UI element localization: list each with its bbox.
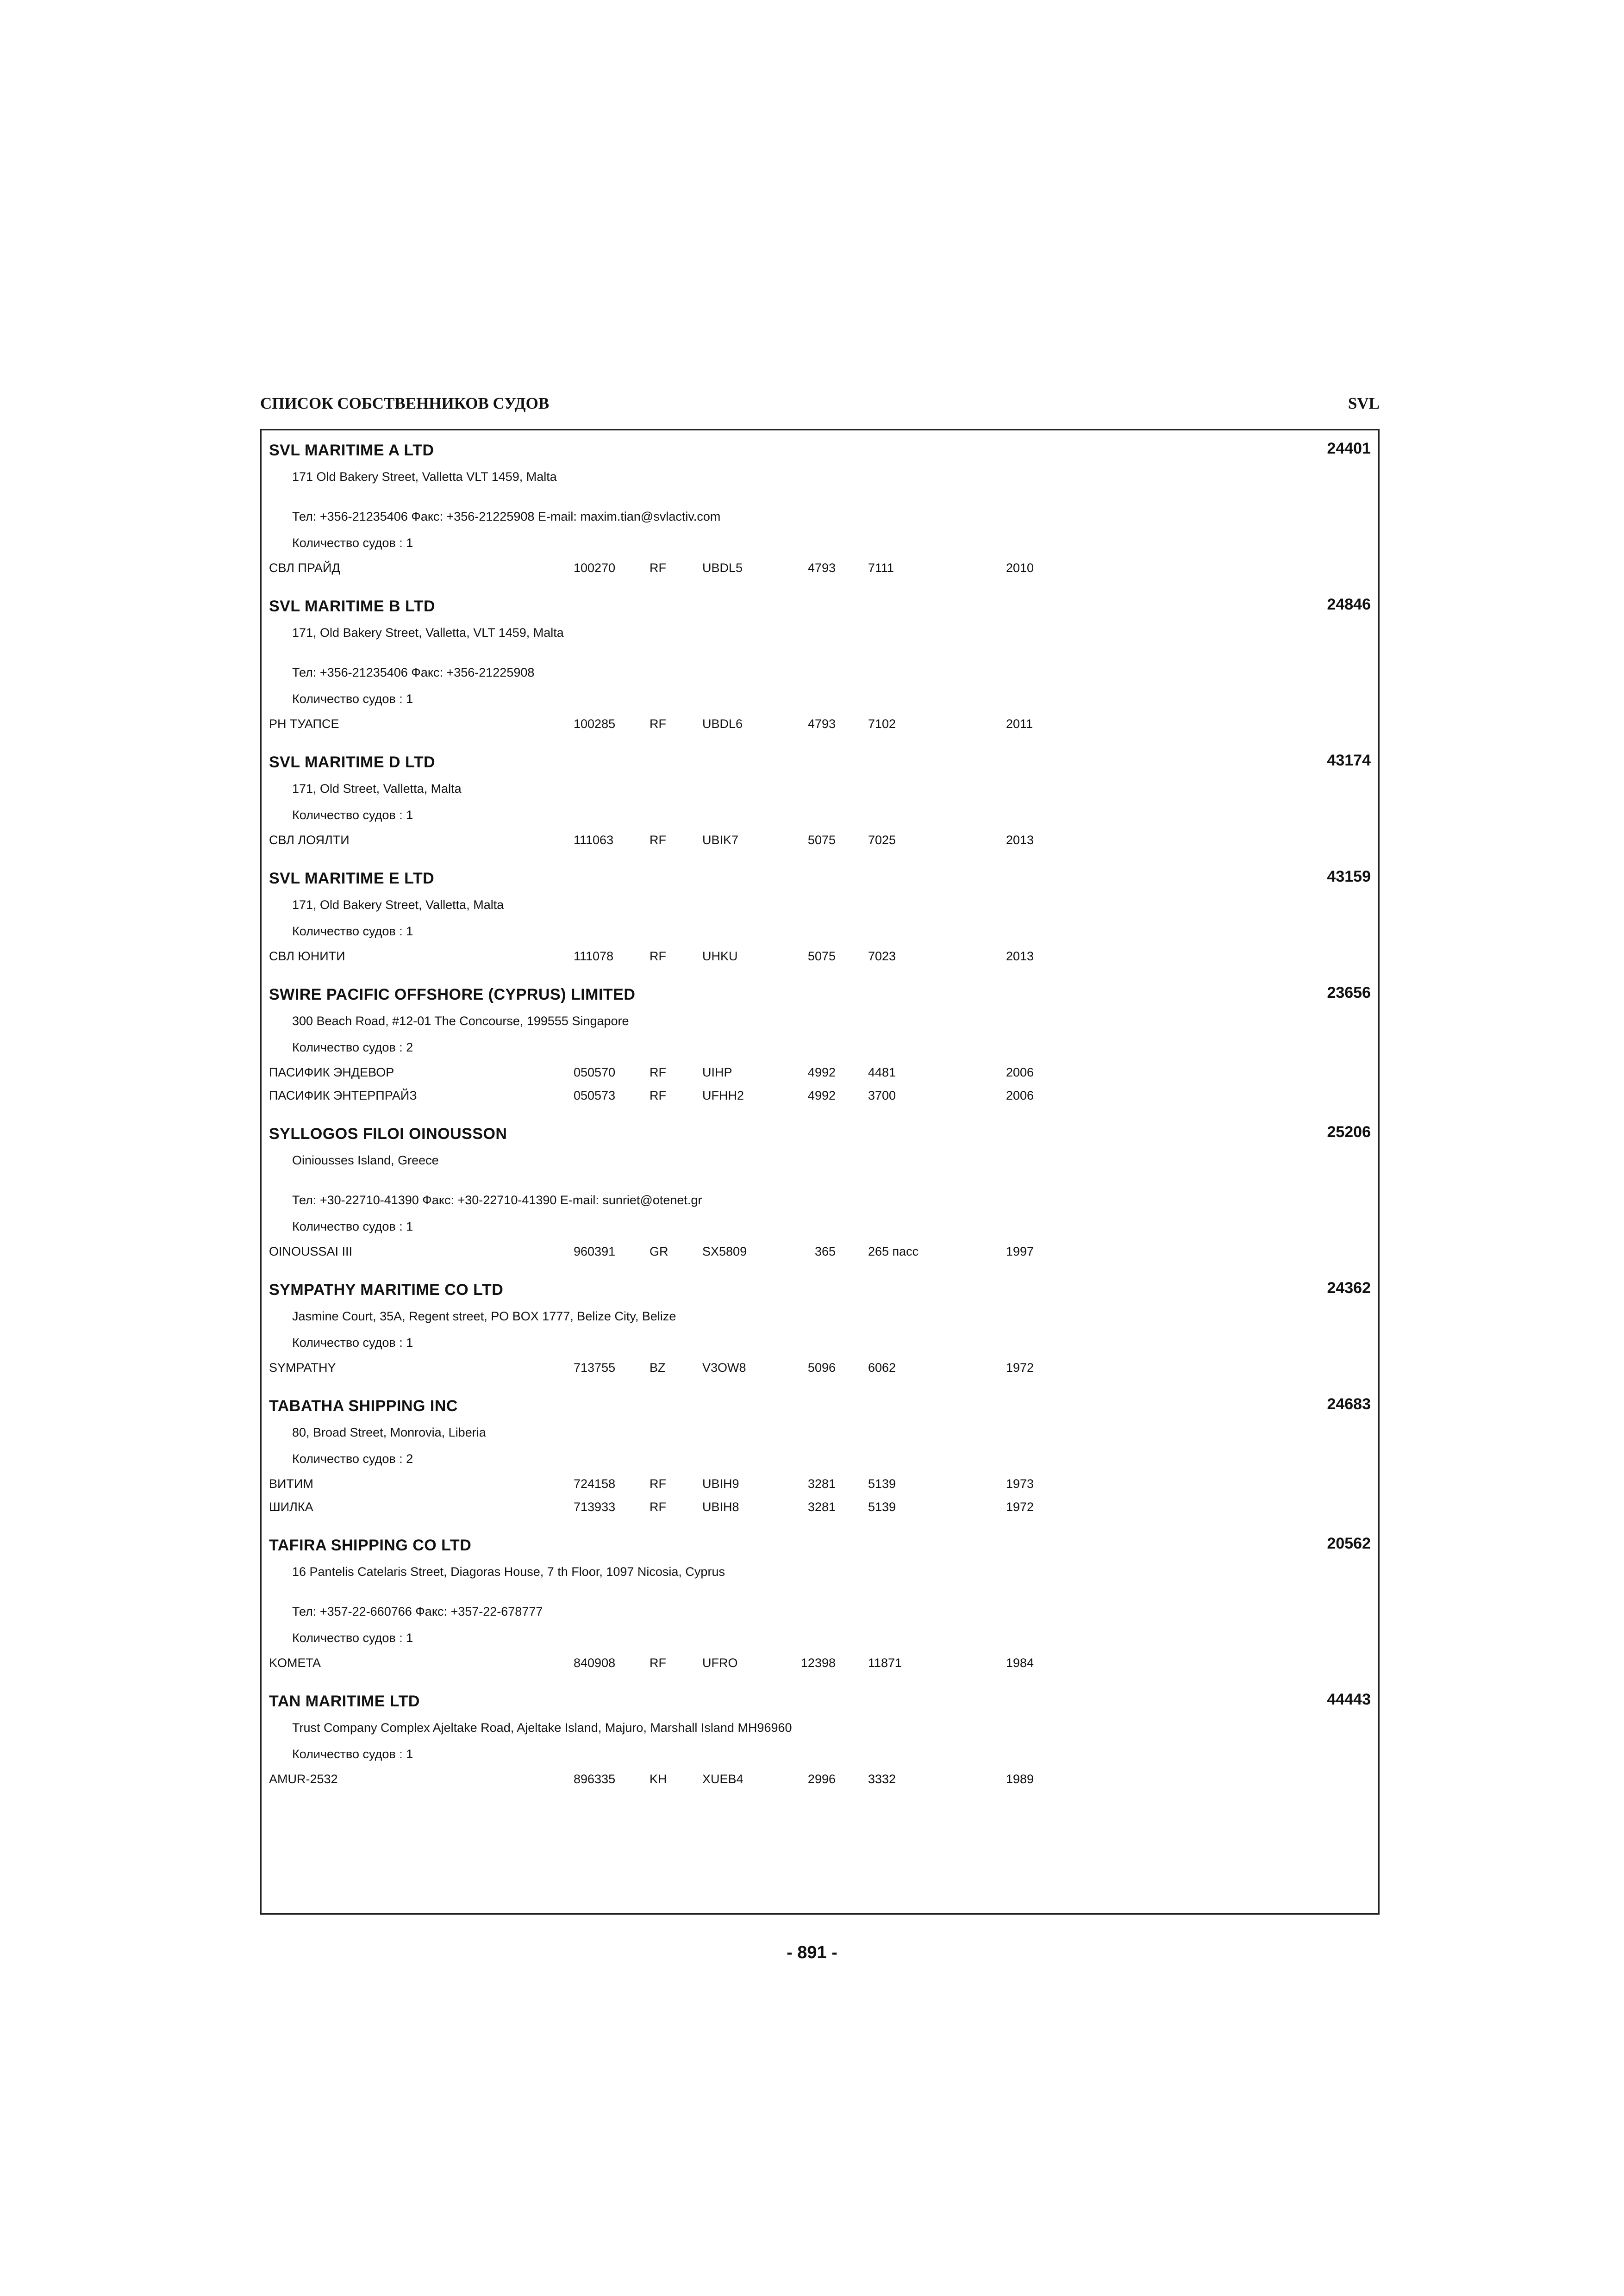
vessel-year: 1972 [1006,1361,1034,1375]
company-header [262,742,1378,771]
vessel-callsign: UFRO [702,1656,738,1670]
vessel-list [262,1055,1378,1105]
vessel-name: AMUR-2532 [269,1772,338,1786]
company-header [262,859,1378,887]
vessel-callsign: XUEB4 [702,1772,743,1786]
vessel-flag: RF [650,717,666,731]
company-name: SVL MARITIME B LTD [269,597,436,615]
vessel-list [262,1466,1378,1516]
vessel-dwt: 7111 [868,561,894,575]
company-header [262,430,1378,459]
vessel-count: Количество судов : 1 [292,692,413,706]
vessel-number: 111078 [574,949,614,963]
company-name: SVL MARITIME D LTD [269,753,436,771]
vessel-number: 050570 [574,1065,616,1079]
vessel-callsign: UFHH2 [702,1089,744,1102]
vessel-callsign: UBDL6 [702,717,743,731]
vessel-dwt: 11871 [868,1656,902,1670]
company-address: 171, Old Bakery Street, Valletta, Malta [292,898,504,912]
vessel-grt: 4793 [807,717,836,731]
vessel-dwt: 7023 [868,949,896,963]
page-title: СПИСОК СОБСТВЕННИКОВ СУДОВ [260,394,550,412]
vessel-row [262,1350,1378,1377]
company-entry [262,430,1378,586]
company-address: 300 Beach Road, #12-01 The Concourse, 199555 Singapore [292,1014,629,1028]
vessel-flag: RF [650,1656,666,1670]
company-id: 24362 [1327,1279,1371,1297]
company-name: SVL MARITIME A LTD [269,442,434,459]
vessel-number: 960391 [574,1244,616,1258]
vessel-name: ШИЛКА [269,1500,313,1514]
vessel-year: 2013 [1006,949,1034,963]
company-header [262,1386,1378,1415]
vessel-callsign: UHKU [702,949,738,963]
company-address: 171 Old Bakery Street, Valletta VLT 1459, Malta [292,470,557,484]
company-entry [262,1386,1378,1525]
vessel-row [262,1234,1378,1261]
vessel-number: 713755 [574,1361,616,1375]
vessel-year: 2011 [1006,717,1033,731]
vessel-grt: 12398 [800,1656,836,1670]
vessel-dwt: 7025 [868,833,896,847]
vessel-list [262,1645,1378,1672]
vessel-flag: RF [650,561,666,575]
vessel-number: 100270 [574,561,616,575]
vessel-callsign: UBIK7 [702,833,739,847]
company-contacts: Тел: +356-21235406 Факс: +356-21225908 E-mail: maxim.tian@svlactiv.com [292,510,721,523]
company-id: 44443 [1327,1691,1371,1708]
vessel-year: 2006 [1006,1089,1034,1102]
vessel-name: OINOUSSAI III [269,1244,353,1258]
vessel-dwt: 4481 [868,1065,896,1079]
company-header [262,586,1378,615]
vessel-row [262,550,1378,577]
vessel-flag: RF [650,949,666,963]
company-name: SWIRE PACIFIC OFFSHORE (CYPRUS) LIMITED [269,986,636,1003]
vessel-name: СВЛ ПРАЙД [269,561,340,575]
vessel-count: Количество судов : 1 [292,1336,413,1350]
vessel-flag: RF [650,833,666,847]
company-address: 171, Old Street, Valletta, Malta [292,782,462,796]
page-number: - 891 - [787,1943,837,1962]
vessel-name: СВЛ ЛОЯЛТИ [269,833,350,847]
company-name: TABATHA SHIPPING INC [269,1397,458,1415]
company-name: SVL MARITIME E LTD [269,870,435,887]
vessel-list [262,939,1378,965]
vessel-count: Количество судов : 1 [292,808,413,822]
company-entry [262,975,1378,1114]
vessel-list [262,1761,1378,1788]
vessel-row [262,1055,1378,1082]
company-list [262,430,1378,1798]
company-contacts: Тел: +357-22-660766 Факс: +357-22-678777 [292,1605,543,1618]
vessel-row [262,1082,1378,1105]
page-header [260,394,1380,417]
company-id: 24683 [1327,1395,1371,1413]
company-id: 43159 [1327,868,1371,885]
vessel-count: Количество судов : 1 [292,1220,413,1233]
company-header [262,1681,1378,1710]
vessel-list [262,1234,1378,1261]
vessel-name: ВИТИМ [269,1477,313,1491]
vessel-name: ПАСИФИК ЭНТЕРПРАЙЗ [269,1089,417,1102]
vessel-number: 111063 [574,833,614,847]
vessel-grt: 5075 [807,949,836,963]
company-id: 24401 [1327,440,1371,457]
vessel-flag: BZ [650,1361,666,1375]
vessel-row [262,706,1378,733]
vessel-year: 1973 [1006,1477,1034,1491]
vessel-grt: 4992 [807,1065,836,1079]
vessel-callsign: UBIH8 [702,1500,739,1514]
vessel-count: Количество судов : 1 [292,1747,413,1761]
vessel-grt: 365 [814,1244,836,1258]
vessel-count: Количество судов : 2 [292,1040,413,1054]
vessel-dwt: 265 пасс [868,1244,919,1258]
vessel-name: РН ТУАПСЕ [269,717,339,731]
vessel-flag: RF [650,1065,666,1079]
company-contacts: Тел: +356-21235406 Факс: +356-21225908 [292,666,535,679]
vessel-callsign: UBDL5 [702,561,743,575]
company-entry [262,742,1378,859]
vessel-grt: 4992 [807,1089,836,1102]
vessel-number: 100285 [574,717,616,731]
company-address: 80, Broad Street, Monrovia, Liberia [292,1425,486,1439]
company-name: TAN MARITIME LTD [269,1692,420,1710]
vessel-row [262,1466,1378,1493]
content-frame [260,429,1380,1915]
vessel-flag: RF [650,1500,666,1514]
vessel-flag: RF [650,1089,666,1102]
vessel-row [262,822,1378,849]
vessel-row [262,1493,1378,1516]
vessel-year: 1984 [1006,1656,1034,1670]
vessel-year: 1989 [1006,1772,1034,1786]
vessel-grt: 3281 [807,1500,836,1514]
company-entry [262,586,1378,742]
vessel-year: 1997 [1006,1244,1034,1258]
company-entry [262,1270,1378,1386]
company-id: 23656 [1327,984,1371,1002]
company-name: TAFIRA SHIPPING CO LTD [269,1537,472,1554]
vessel-dwt: 5139 [868,1500,896,1514]
vessel-row [262,1645,1378,1672]
company-entry [262,859,1378,975]
vessel-year: 2013 [1006,833,1034,847]
vessel-list [262,1350,1378,1377]
vessel-list [262,550,1378,577]
vessel-dwt: 3332 [868,1772,896,1786]
vessel-flag: GR [650,1244,668,1258]
vessel-number: 050573 [574,1089,616,1102]
company-address: 171, Old Bakery Street, Valletta, VLT 1459, Malta [292,626,564,640]
vessel-grt: 5096 [807,1361,836,1375]
vessel-list [262,822,1378,849]
vessel-count: Количество судов : 1 [292,1631,413,1645]
company-id: 43174 [1327,752,1371,769]
vessel-year: 2010 [1006,561,1034,575]
vessel-callsign: V3OW8 [702,1361,746,1375]
company-id: 20562 [1327,1535,1371,1552]
vessel-grt: 4793 [807,561,836,575]
vessel-dwt: 5139 [868,1477,896,1491]
vessel-flag: RF [650,1477,666,1491]
vessel-count: Количество судов : 1 [292,536,413,550]
company-entry [262,1114,1378,1270]
company-address: Jasmine Court, 35A, Regent street, PO BOX 1777, Belize City, Belize [292,1309,676,1323]
vessel-dwt: 7102 [868,717,896,731]
vessel-callsign: UBIH9 [702,1477,739,1491]
vessel-number: 896335 [574,1772,616,1786]
company-contacts: Тел: +30-22710-41390 Факс: +30-22710-41390 E-mail: sunriet@otenet.gr [292,1193,702,1207]
vessel-grt: 3281 [807,1477,836,1491]
vessel-grt: 5075 [807,833,836,847]
company-address: Trust Company Complex Ajeltake Road, Ajeltake Island, Majuro, Marshall Island MH96960 [292,1721,792,1735]
vessel-flag: KH [650,1772,667,1786]
vessel-number: 713933 [574,1500,616,1514]
vessel-number: 840908 [574,1656,616,1670]
vessel-grt: 2996 [807,1772,836,1786]
company-id: 25206 [1327,1123,1371,1141]
vessel-year: 1972 [1006,1500,1034,1514]
company-entry [262,1681,1378,1798]
company-id: 24846 [1327,596,1371,613]
vessel-name: SYMPATHY [269,1361,336,1375]
vessel-number: 724158 [574,1477,616,1491]
vessel-list [262,706,1378,733]
company-header [262,1114,1378,1143]
company-header [262,1525,1378,1554]
company-header [262,1270,1378,1299]
company-name: SYMPATHY MARITIME CO LTD [269,1281,504,1299]
company-name: SYLLOGOS FILOI OINOUSSON [269,1125,507,1143]
vessel-name: KOMETA [269,1656,321,1670]
vessel-callsign: SX5809 [702,1244,747,1258]
vessel-callsign: UIHP [702,1065,732,1079]
vessel-count: Количество судов : 1 [292,924,413,938]
vessel-row [262,939,1378,965]
vessel-row [262,1761,1378,1788]
vessel-year: 2006 [1006,1065,1034,1079]
vessel-name: ПАСИФИК ЭНДЕВОР [269,1065,394,1079]
vessel-dwt: 3700 [868,1089,896,1102]
vessel-name: СВЛ ЮНИТИ [269,949,345,963]
company-address: Oiniousses Island, Greece [292,1153,439,1167]
company-address: 16 Pantelis Catelaris Street, Diagoras House, 7 th Floor, 1097 Nicosia, Cyprus [292,1565,725,1579]
company-entry [262,1525,1378,1681]
vessel-count: Количество судов : 2 [292,1452,413,1466]
company-header [262,975,1378,1001]
vessel-dwt: 6062 [868,1361,896,1375]
section-code: SVL [1348,394,1380,412]
